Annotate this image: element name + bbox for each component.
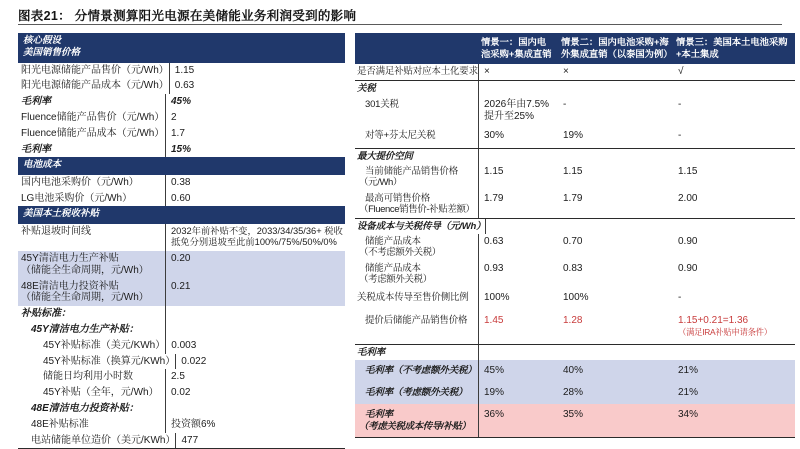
table-row	[355, 310, 795, 345]
row-value-empty	[478, 149, 558, 164]
row-value: 0.70	[563, 235, 583, 247]
row-label	[355, 191, 478, 218]
row-value: 100%	[563, 292, 589, 304]
table-row	[18, 279, 345, 307]
table-row	[18, 142, 345, 158]
scenario-header-row	[355, 33, 795, 64]
row-value-empty	[478, 345, 558, 360]
row-value: 0.83	[563, 262, 583, 274]
row-value: 35%	[563, 409, 584, 421]
row-label	[355, 287, 478, 310]
section-row	[355, 149, 795, 164]
row-value: 1.15	[678, 165, 698, 177]
row-value: 19%	[478, 382, 558, 404]
row-value: 0.93	[478, 261, 558, 288]
row-label-line: 储能产品成本	[365, 262, 421, 274]
row-value-line: 2	[171, 112, 177, 124]
row-value: -	[678, 292, 682, 304]
row-value-line: 45%	[171, 96, 192, 108]
row-label-line: 阳光电源储能产品售价（元/Wh）	[21, 64, 169, 76]
section-row	[355, 81, 795, 96]
row-value	[165, 251, 345, 279]
row-value	[165, 126, 345, 142]
row-label	[18, 338, 165, 354]
row-label	[355, 97, 478, 125]
row-value-empty	[478, 81, 558, 96]
row-value-empty	[680, 219, 795, 234]
row-value-line: 0.60	[171, 192, 191, 204]
row-value: 36%	[478, 404, 558, 437]
row-label-line: 301关税	[365, 98, 399, 110]
table-row	[355, 125, 795, 149]
section-band	[18, 157, 345, 174]
row-value: 1.15	[478, 164, 558, 191]
row-label-line: Fluence储能产品售价（元/Wh）	[21, 112, 165, 124]
row-label	[355, 125, 478, 148]
row-label	[18, 433, 175, 449]
row-label	[18, 279, 165, 307]
row-value	[165, 94, 345, 110]
row-label-line: 提价后储能产品销售价格	[365, 315, 468, 327]
row-value: √	[678, 66, 684, 78]
row-label-line: （元/Wh）	[359, 177, 402, 189]
row-value: 100%	[478, 287, 558, 310]
row-value-empty	[565, 219, 680, 234]
row-value-line: 0.02	[171, 387, 191, 399]
row-value-empty	[558, 345, 673, 360]
row-label-line: （储能全生命周期，元/Wh）	[21, 264, 149, 276]
row-label-line: 45Y清洁电力生产补贴	[21, 252, 119, 264]
row-value: ×	[478, 64, 558, 80]
table-row	[18, 354, 345, 370]
row-value-empty	[558, 81, 673, 96]
row-value	[165, 279, 345, 307]
row-value: 1.28	[563, 315, 583, 327]
table-row	[18, 63, 345, 79]
row-value	[165, 142, 345, 158]
table-row	[355, 64, 795, 81]
section-band-label: 电池成本	[23, 159, 62, 171]
row-label	[18, 322, 165, 338]
row-value-empty	[673, 345, 795, 360]
row-label-line: （不考虑额外关税）	[359, 247, 441, 259]
row-label	[18, 175, 165, 191]
table-row	[18, 417, 345, 433]
row-label-line: 是否满足补贴对应本土化要求	[357, 66, 478, 78]
row-value: 1.79	[563, 192, 583, 204]
table-row	[18, 126, 345, 142]
row-value-line: 15%	[171, 143, 192, 155]
table-row	[18, 322, 345, 338]
row-label-line: 国内电池采购价（元/Wh）	[21, 176, 139, 188]
table-row	[18, 224, 345, 251]
row-label-line: 关税成本传导至售价侧比例	[357, 292, 469, 304]
row-value	[175, 433, 345, 449]
row-label	[18, 354, 175, 370]
section-band	[18, 206, 345, 223]
row-value	[169, 78, 345, 94]
row-label	[18, 417, 165, 433]
row-label	[18, 401, 165, 417]
row-label-line: 储能日均利用小时数	[43, 371, 133, 383]
row-value	[165, 175, 345, 191]
row-label	[18, 126, 165, 142]
table-row	[18, 401, 345, 417]
row-label	[18, 224, 165, 251]
row-value	[169, 63, 345, 79]
row-value: -	[678, 129, 682, 141]
row-value	[175, 354, 345, 370]
scenario-header-spacer	[355, 33, 478, 64]
table-row	[355, 404, 795, 437]
table-row	[18, 78, 345, 94]
row-value-line: 0.63	[174, 80, 195, 92]
row-value-empty	[673, 149, 795, 164]
row-value: 2026年由7.5%提升至25%	[478, 97, 558, 125]
row-value: 19%	[563, 129, 584, 141]
section-band	[18, 33, 345, 63]
row-value: -	[563, 98, 567, 110]
row-label	[355, 360, 478, 382]
row-label-line: 45Y补贴（全年，元/Wh）	[43, 387, 159, 399]
figure-title: 图表21： 分情景测算阳光电源在美储能业务利润受到的影响	[18, 9, 357, 23]
row-value: -	[678, 98, 682, 110]
scenario-header-3: 情景三：美国本土电池采购+本土集成	[676, 37, 788, 60]
row-value-line: 2.5	[171, 371, 185, 383]
row-value: 21%	[678, 387, 699, 399]
row-value: 1.45	[478, 310, 558, 344]
row-label	[355, 164, 478, 191]
table-row	[355, 360, 795, 382]
row-label	[18, 385, 165, 401]
row-label-line: 毛利率	[21, 96, 51, 108]
row-label-line: 储能产品成本	[365, 235, 421, 247]
row-value-line: 2032年前补贴不变，2033/34/35/36+ 税收抵免分别退坡至此前100%/75%/50%/0%	[171, 225, 343, 248]
row-label-line: 补贴标准：	[21, 308, 71, 320]
right-table-scenarios	[355, 33, 795, 438]
row-value: 0.90	[678, 235, 698, 247]
row-label-line: Fluence储能产品成本（元/Wh）	[21, 127, 165, 139]
row-value	[165, 417, 345, 433]
row-value	[165, 369, 345, 385]
row-value: 28%	[563, 387, 584, 399]
row-label-line: 45Y补贴标准（换算元/KWh）	[43, 355, 176, 367]
row-value-line: 0.21	[171, 280, 191, 292]
row-label	[18, 251, 165, 279]
row-value	[165, 322, 345, 338]
section-row	[355, 219, 795, 234]
table-row	[355, 97, 795, 125]
row-label-line: 补贴退坡时间线	[21, 225, 91, 237]
table-row	[18, 191, 345, 207]
table-row	[355, 261, 795, 288]
row-value: 45%	[478, 360, 558, 382]
table-row	[18, 338, 345, 354]
row-value-line: （满足IRA补贴申请条件）	[678, 327, 772, 338]
row-label-line: 48E清洁电力投资补贴	[21, 280, 119, 292]
row-value-line: 1.7	[171, 127, 185, 139]
section-label: 关税	[357, 83, 376, 95]
scenario-header-1: 情景一：国内电池采购+集成直销	[481, 37, 552, 60]
row-value	[673, 310, 795, 344]
row-label	[18, 142, 165, 158]
row-value-line: 0.022	[181, 355, 207, 367]
row-label	[18, 369, 165, 385]
table-row	[355, 287, 795, 310]
row-label	[18, 63, 169, 79]
left-table-core-assumptions	[18, 33, 345, 449]
row-value-line: 0.38	[171, 176, 191, 188]
row-label-line: 毛利率（不考虑额外关税）	[365, 365, 477, 377]
row-label-line: 当前储能产品销售价格	[365, 165, 459, 177]
table-row	[355, 191, 795, 219]
row-value: 21%	[678, 365, 699, 377]
row-value-line: 1.15	[174, 64, 195, 76]
row-label	[18, 191, 165, 207]
section-band-label: 美国销售价格	[23, 47, 81, 59]
row-label	[355, 64, 478, 80]
scenario-header-2: 情景二：国内电池采购+海外集成直销（以泰国为例）	[561, 37, 673, 60]
section-label: 设备成本与关税传导（元/Wh）	[357, 220, 486, 232]
title-divider	[18, 24, 782, 25]
row-label-line: （储能全生命周期，元/Wh）	[21, 292, 149, 304]
row-value	[165, 338, 345, 354]
section-label: 毛利率	[357, 346, 385, 358]
row-value	[165, 306, 345, 322]
row-value: 30%	[478, 125, 558, 148]
row-label-line: 45Y补贴标准（美元/KWh）	[43, 339, 166, 351]
row-value: 0.63	[478, 234, 558, 261]
row-value-empty	[485, 219, 565, 234]
row-value: 2.00	[678, 192, 698, 204]
row-label-line: 最高可销售价格	[365, 192, 431, 204]
row-value: 34%	[678, 409, 699, 421]
row-value: 1.15	[563, 165, 583, 177]
row-label-line: 对等+芬太尼关税	[365, 129, 436, 141]
row-label	[355, 404, 478, 437]
table-row	[355, 382, 795, 404]
row-value-line: 投资额6%	[171, 418, 216, 430]
row-value	[165, 110, 345, 126]
section-row	[355, 345, 795, 360]
row-label-line: 毛利率	[21, 143, 51, 155]
section-band-label: 美国本土税收补贴	[23, 208, 100, 220]
row-label-line: 毛利率	[365, 409, 393, 421]
row-label	[355, 310, 478, 344]
row-value-line: 1.15+0.21=1.36	[678, 315, 749, 327]
row-label-line: （考虑额外关税）	[359, 274, 432, 286]
row-value-empty	[673, 81, 795, 96]
row-value: 1.79	[478, 191, 558, 218]
row-value-line: 0.003	[171, 339, 197, 351]
table-row	[18, 385, 345, 401]
table-row	[18, 433, 345, 449]
row-label-line: 阳光电源储能产品成本（元/Wh）	[21, 80, 169, 92]
table-row	[18, 175, 345, 191]
section-band-label: 核心假设	[23, 35, 62, 46]
row-value	[165, 191, 345, 207]
table-row	[355, 164, 795, 191]
row-value: ×	[563, 66, 569, 78]
row-label-line: 48E清洁电力投资补贴：	[31, 402, 139, 414]
row-value-line: 477	[181, 434, 199, 446]
row-label-line: （考虑关税成本传导/补贴）	[359, 420, 471, 432]
row-label	[18, 94, 165, 110]
row-label-line: 毛利率（考虑额外关税）	[365, 387, 468, 399]
row-label-line: LG电池采购价（元/Wh）	[21, 192, 133, 204]
table-row	[18, 251, 345, 279]
row-label	[18, 78, 169, 94]
row-value: 40%	[563, 365, 584, 377]
row-label	[355, 234, 478, 261]
row-label	[355, 261, 478, 288]
row-label-line: （Fluence销售价-补贴差额）	[359, 204, 475, 216]
row-value-empty	[558, 149, 673, 164]
table-row	[18, 94, 345, 110]
table-row	[355, 234, 795, 261]
table-row	[18, 306, 345, 322]
row-label-line: 电站储能单位造价（美元/KWh）	[31, 434, 176, 446]
row-value	[165, 385, 345, 401]
row-label-line: 45Y清洁电力生产补贴：	[31, 323, 139, 335]
row-label	[355, 382, 478, 404]
table-row	[18, 369, 345, 385]
table-row	[18, 110, 345, 126]
row-value	[165, 224, 345, 251]
row-value	[165, 401, 345, 417]
row-label	[18, 306, 165, 322]
row-value: 0.90	[678, 262, 698, 274]
section-label: 最大提价空间	[357, 150, 413, 162]
row-value-line: 0.20	[171, 252, 191, 264]
row-label-line: 48E补贴标准	[31, 418, 89, 430]
row-label	[18, 110, 165, 126]
